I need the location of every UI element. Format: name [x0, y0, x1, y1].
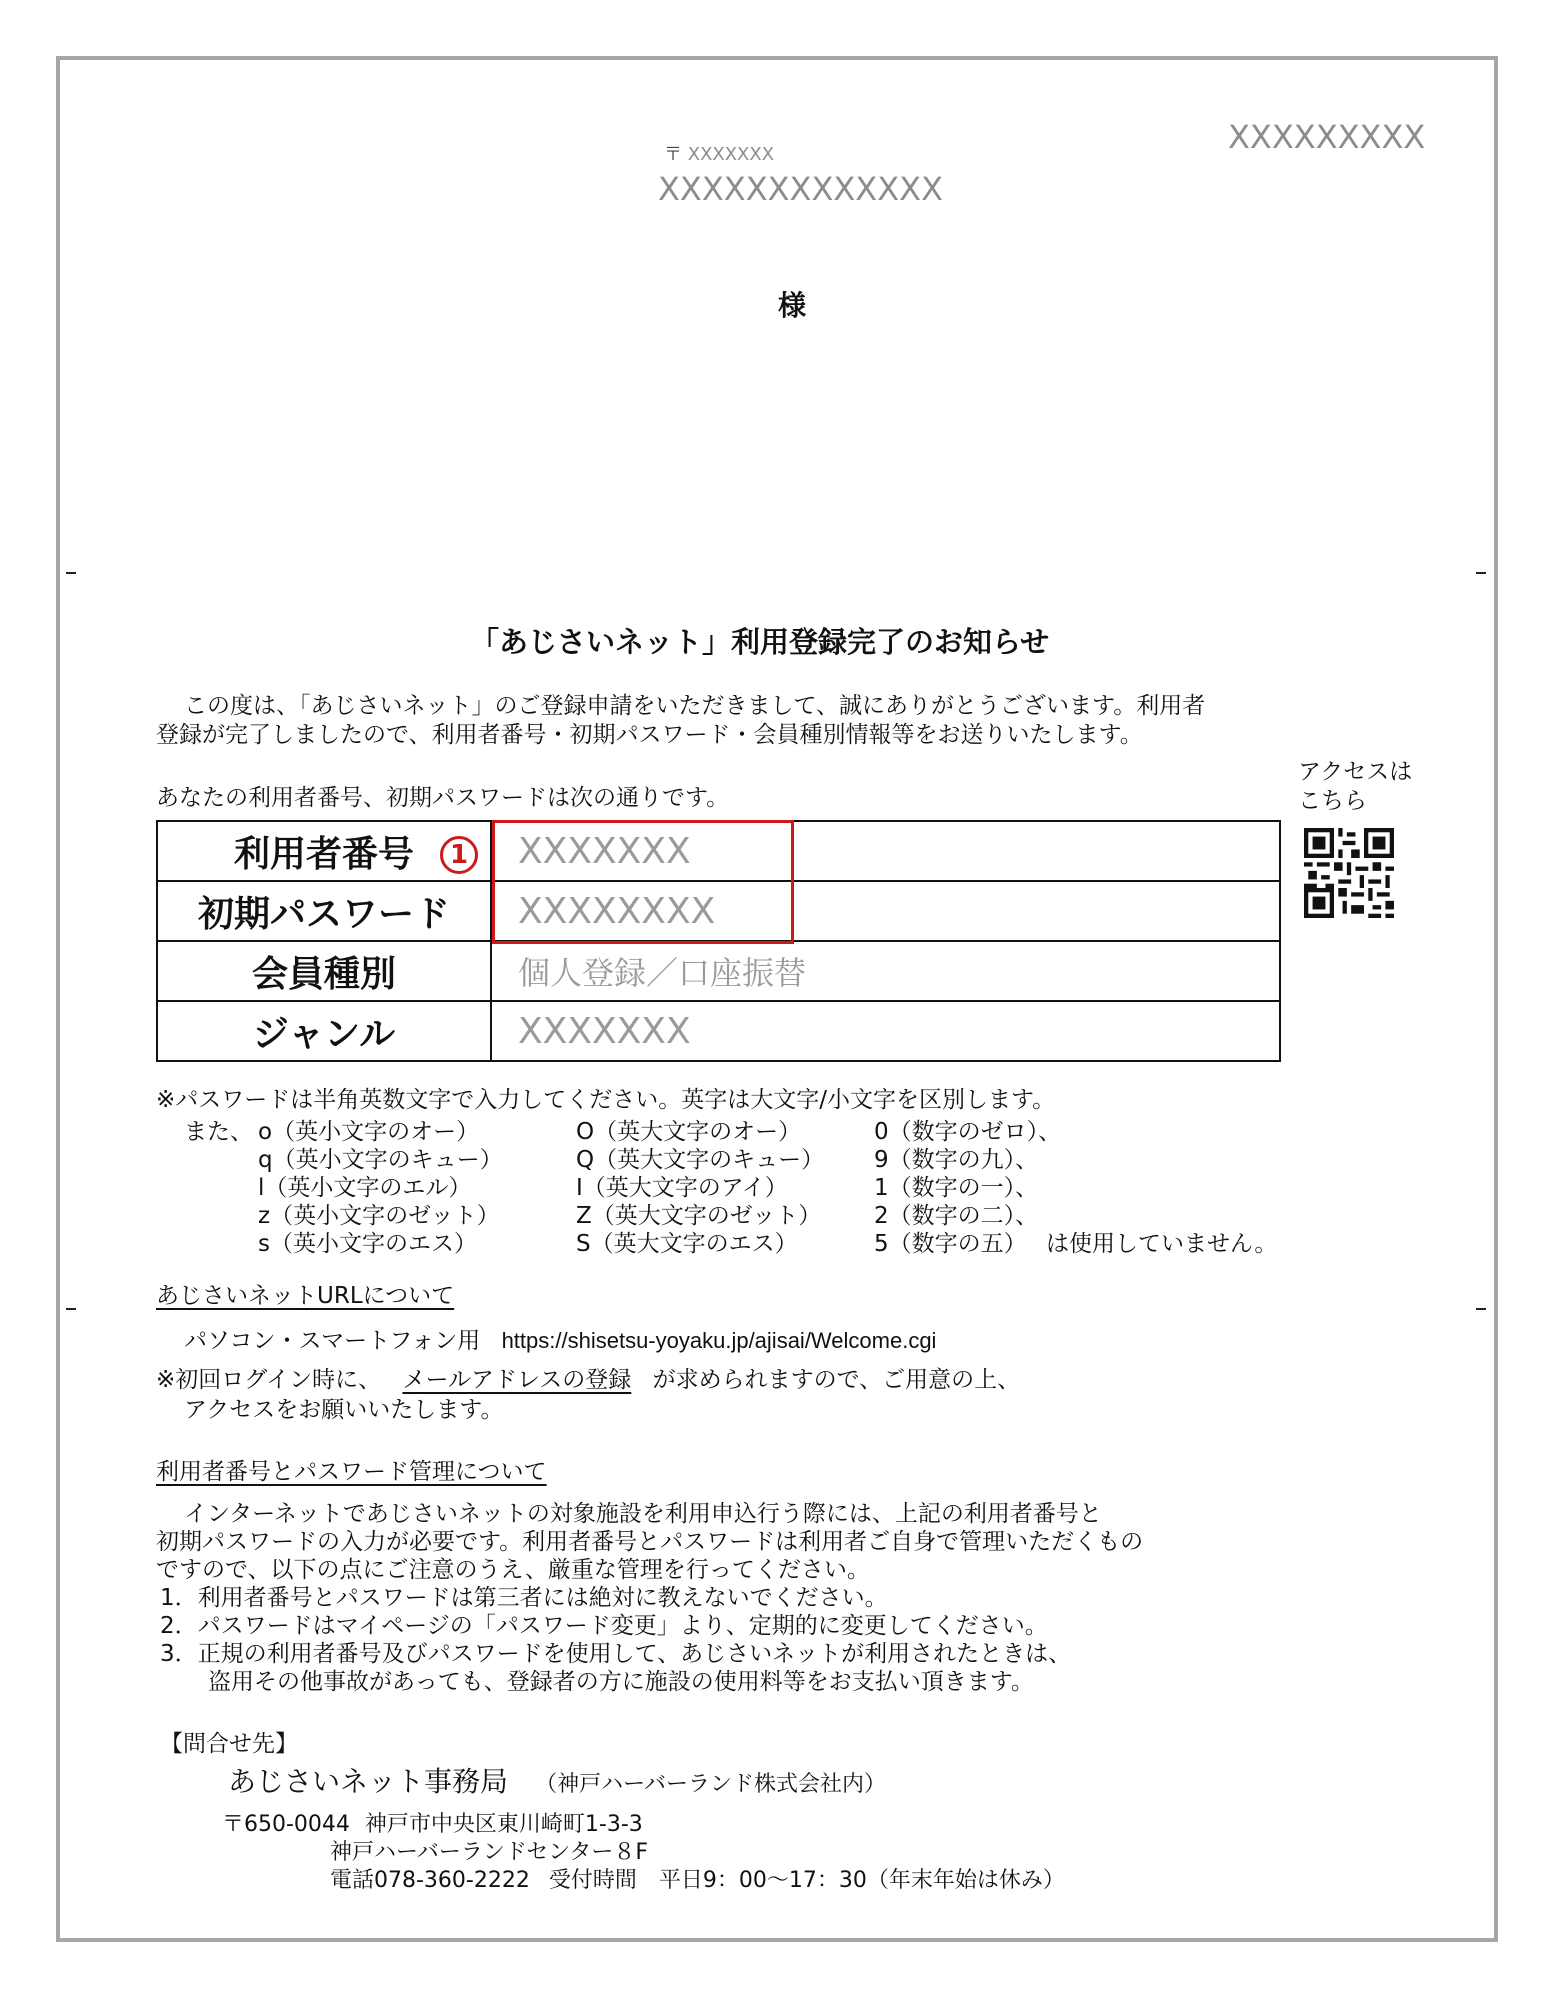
initial-password-value: XXXXXXXX	[491, 881, 1280, 941]
management-rule-1: 1．利用者番号とパスワードは第三者には絶対に教えないでください。	[160, 1585, 888, 1611]
access-label-2: こちら	[1298, 788, 1367, 814]
fold-mark-left-bottom	[66, 1308, 76, 1310]
first-login-prefix: ※初回ログイン時に、	[156, 1367, 382, 1393]
char-c-3: 2（数字の二）、	[874, 1203, 1039, 1229]
contact-hours: 受付時間 平日9：00〜17：30（年末年始は休み）	[548, 1868, 1065, 1893]
management-section-heading: 利用者番号とパスワード管理について	[156, 1459, 547, 1485]
user-number-label: 利用者番号	[157, 821, 491, 881]
user-number-value: XXXXXXX	[491, 821, 1280, 881]
char-c-2: 1（数字の一）、	[874, 1175, 1039, 1201]
char-a-1: q（英小文字のキュー）	[258, 1147, 503, 1173]
contact-heading: 【問合せ先】	[160, 1731, 298, 1757]
table-row	[157, 1001, 1280, 1061]
contact-address-1: 神戸市中央区東川崎町1-3-3	[364, 1812, 643, 1837]
recipient-address: XXXXXXXXXXXXX	[658, 170, 943, 208]
url-section-heading: あじさいネットURLについて	[156, 1283, 455, 1309]
qr-code-icon[interactable]	[1304, 828, 1394, 918]
access-label-1: アクセスは	[1298, 759, 1413, 785]
contact-office-line	[228, 1760, 886, 1800]
genre-label: ジャンル	[157, 1001, 491, 1061]
fold-mark-left-top	[66, 572, 76, 574]
management-line: インターネットであじさいネットの対象施設を利用申込行う際には、上記の利用者番号と	[184, 1501, 1102, 1527]
postal-code: XXXXXXX	[687, 144, 775, 165]
postal-code-line	[664, 140, 774, 166]
site-url-link[interactable]: https://shisetsu-yoyaku.jp/ajisai/Welcome.cgi	[501, 1328, 937, 1353]
management-rule-3-cont: 盗用その他事故があっても、登録者の方に施設の使用料等をお支払い頂きます。	[208, 1669, 1034, 1695]
contact-address-2: 神戸ハーバーランドセンター８F	[330, 1840, 649, 1865]
char-a-3: z（英小文字のゼット）	[258, 1203, 500, 1229]
char-c-4: 5（数字の五）	[874, 1231, 1027, 1257]
char-c-0: 0（数字のゼロ）、	[874, 1119, 1062, 1145]
postal-mark: 〒	[664, 144, 682, 165]
contact-phone-line	[330, 1866, 1065, 1895]
char-a-2: l（英小文字のエル）	[258, 1175, 472, 1201]
password-note-suffix: は使用していません。	[1046, 1231, 1278, 1257]
callout-number-marker: 1	[440, 836, 478, 874]
email-registration-link[interactable]: メールアドレスの登録	[402, 1367, 632, 1393]
table-row	[157, 941, 1280, 1001]
highlight-box	[492, 820, 794, 944]
initial-password-label: 初期パスワード	[157, 881, 491, 941]
contact-postal: 〒650-0044	[222, 1812, 350, 1837]
management-rule-3: 3．正規の利用者番号及びパスワードを使用して、あじさいネットが利用されたときは、	[160, 1641, 1072, 1667]
contact-address-line	[222, 1810, 643, 1839]
char-b-3: Z（英大文字のゼット）	[576, 1203, 822, 1229]
office-name: あじさいネット事務局	[228, 1765, 509, 1798]
management-line: 初期パスワードの入力が必要です。利用者番号とパスワードは利用者ご自身で管理いただくもの	[156, 1529, 1144, 1555]
char-b-4: S（英大文字のエス）	[576, 1231, 798, 1257]
top-right-code: XXXXXXXXX	[1228, 118, 1426, 156]
management-line: ですので、以下の点にご注意のうえ、厳重な管理を行ってください。	[156, 1557, 870, 1583]
char-b-2: I（英大文字のアイ）	[576, 1175, 788, 1201]
management-rule-2: 2．パスワードはマイページの「パスワード変更」より、定期的に変更してください。	[160, 1613, 1048, 1639]
url-line	[184, 1326, 936, 1356]
password-note-prefix: また、	[184, 1119, 253, 1145]
char-b-0: O（英大文字のオー）	[576, 1119, 802, 1145]
notice-title: 「あじさいネット」利用登録完了のお知らせ	[470, 625, 1050, 659]
member-type-value: 個人登録／口座振替	[491, 941, 1280, 1001]
fold-mark-right-top	[1476, 572, 1486, 574]
char-c-1: 9（数字の九）、	[874, 1147, 1039, 1173]
intro-line-2: 登録が完了しましたので、利用者番号・初期パスワード・会員種別情報等をお送りいたします。	[156, 722, 1143, 748]
char-b-1: Q（英大文字のキュー）	[576, 1147, 825, 1173]
char-a-4: s（英小文字のエス）	[258, 1231, 477, 1257]
contact-phone: 電話078-360-2222	[330, 1868, 530, 1893]
char-a-0: o（英小文字のオー）	[258, 1119, 480, 1145]
first-login-note-2: アクセスをお願いいたします。	[184, 1397, 504, 1423]
callout-marker-wrap	[440, 836, 478, 874]
office-note: （神戸ハーバーランド株式会社内）	[535, 1772, 887, 1797]
first-login-note	[156, 1366, 1020, 1395]
genre-value: XXXXXXX	[491, 1001, 1280, 1061]
intro-line-1: この度は、「あじさいネット」のご登録申請をいただきまして、誠にありがとうございます。利用者	[184, 693, 1206, 719]
honorific: 様	[778, 289, 807, 322]
first-login-suffix: が求められますので、ご用意の上、	[652, 1367, 1021, 1393]
device-label: パソコン・スマートフォン用	[184, 1328, 481, 1354]
member-type-label: 会員種別	[157, 941, 491, 1001]
fold-mark-right-bottom	[1476, 1308, 1486, 1310]
lead-text: あなたの利用者番号、初期パスワードは次の通りです。	[156, 785, 730, 811]
password-note: ※パスワードは半角英数文字で入力してください。英字は大文字/小文字を区別します。	[156, 1087, 1056, 1113]
